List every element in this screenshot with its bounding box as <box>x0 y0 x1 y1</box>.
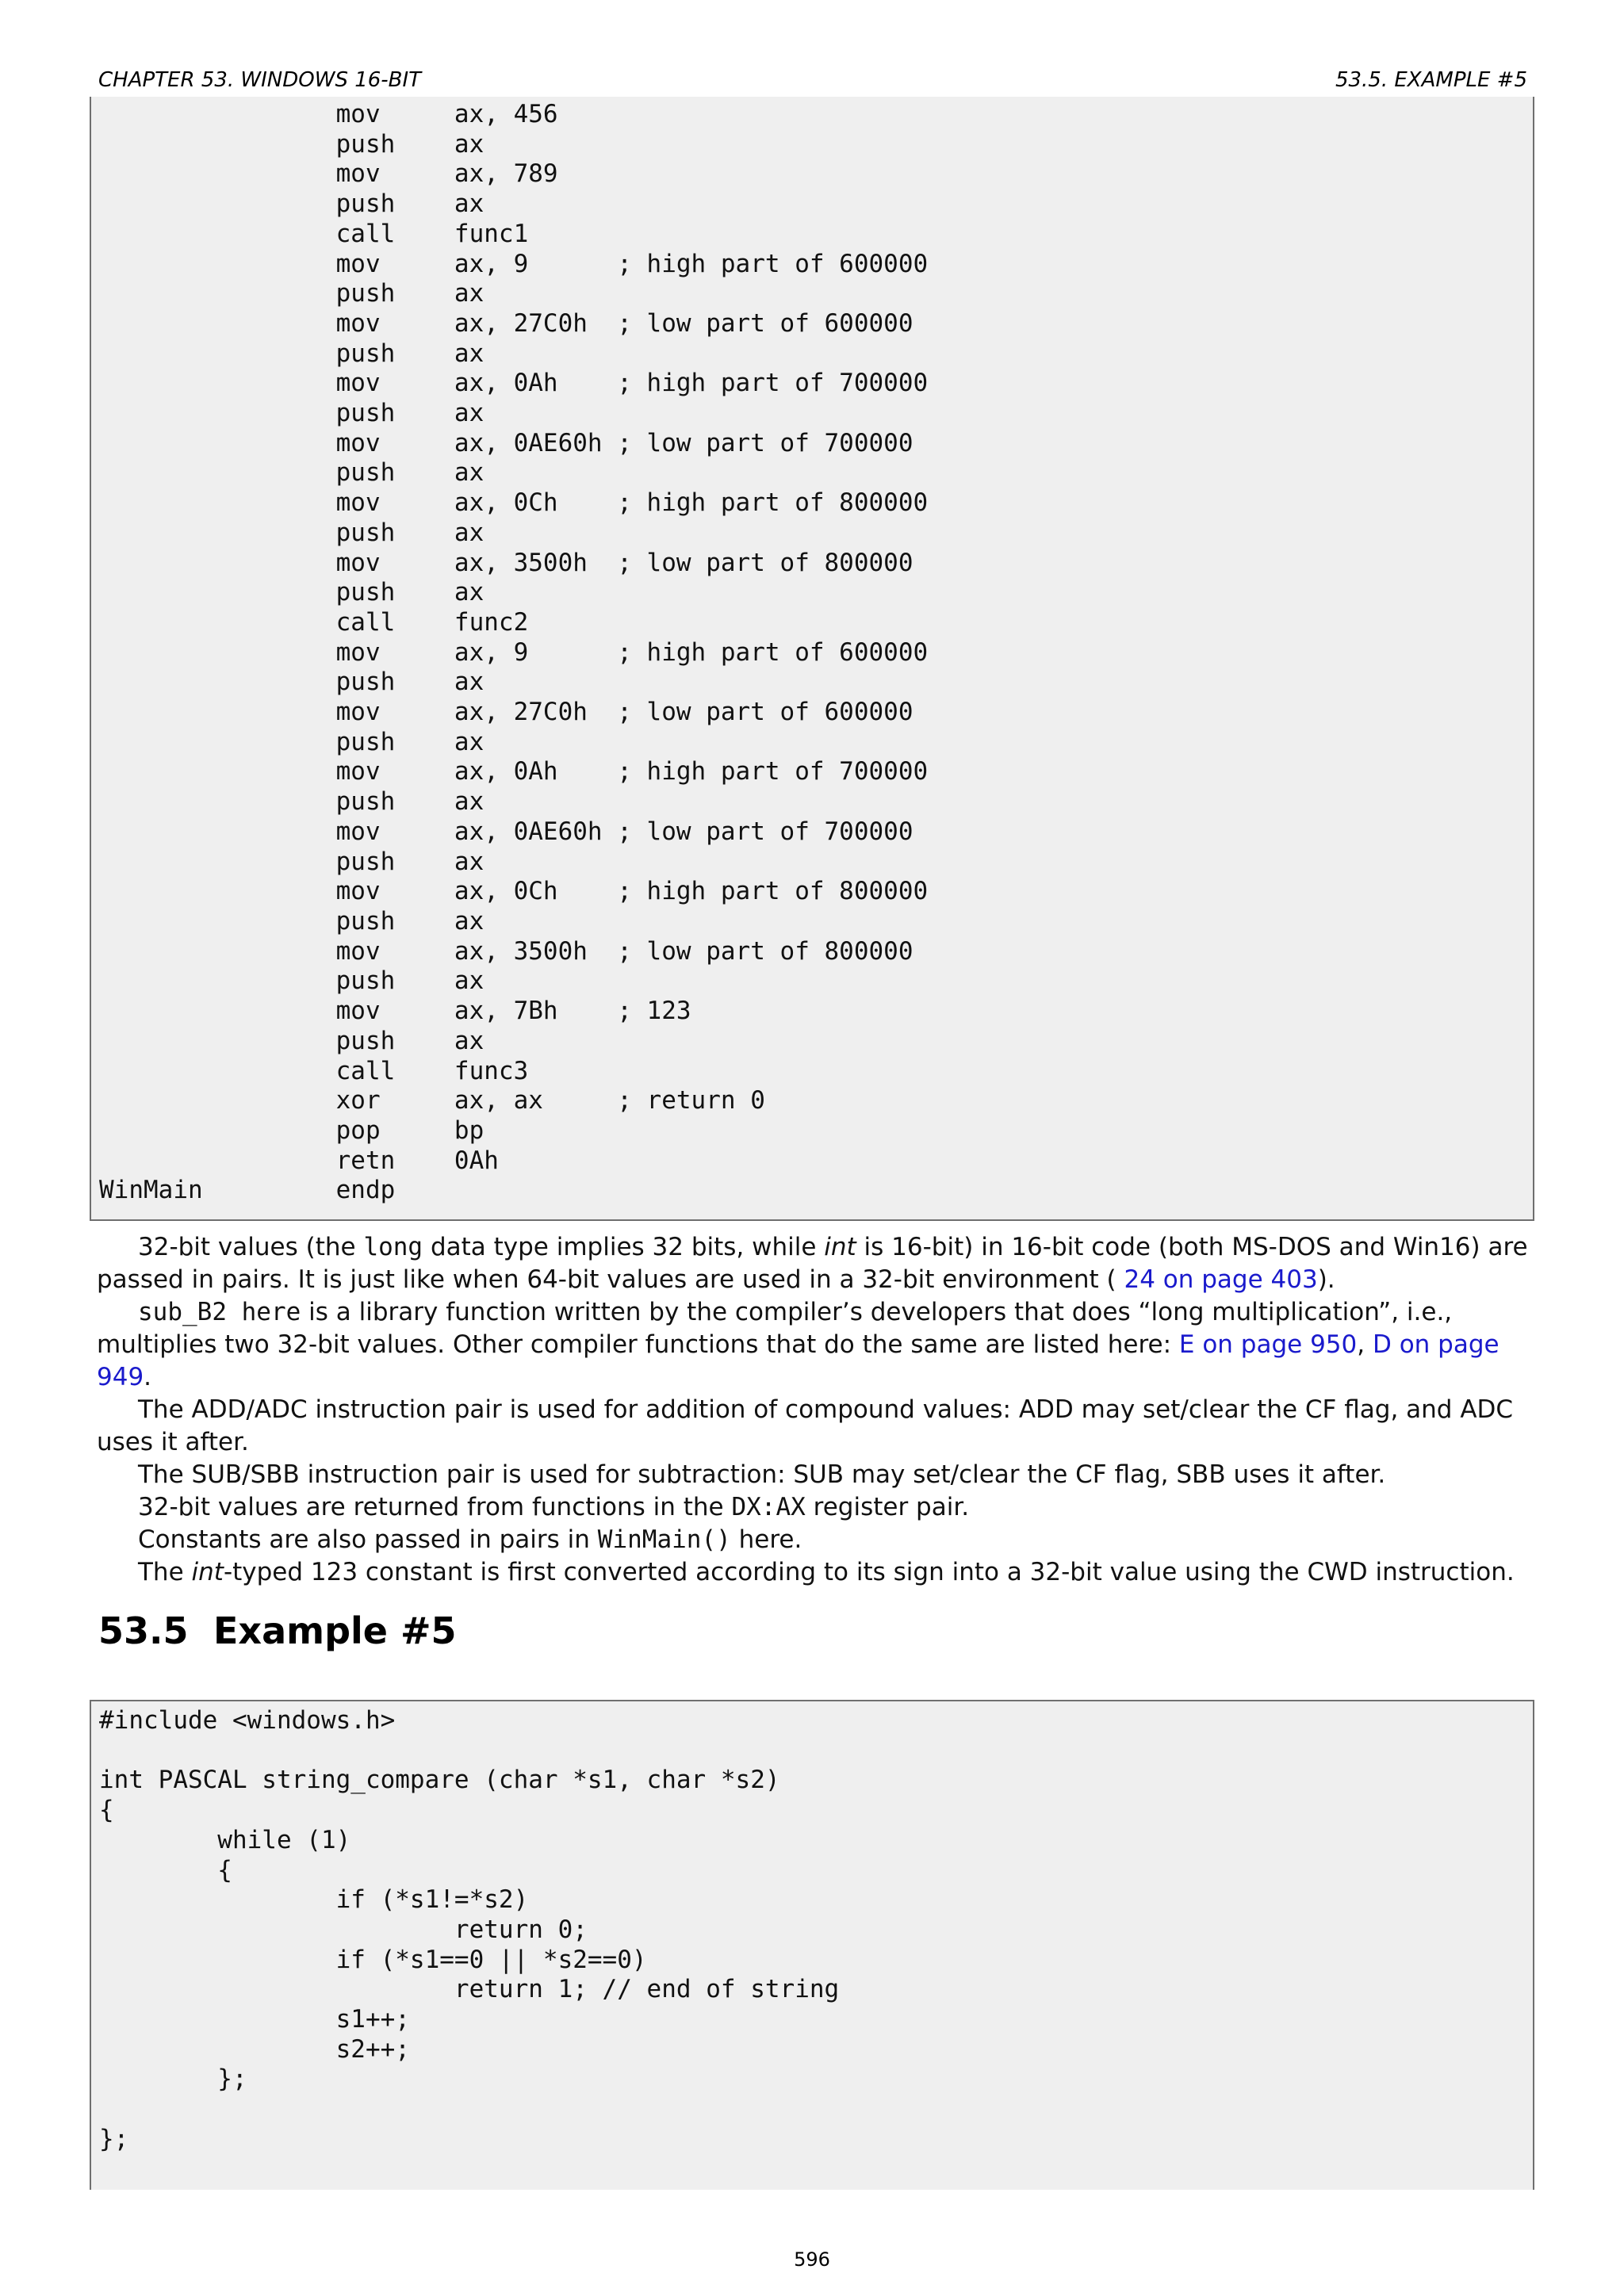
paragraph-long-values <box>97 1231 1530 1296</box>
running-header <box>97 68 1529 98</box>
paragraph-dx-ax <box>97 1491 1530 1524</box>
cross-reference-link-d[interactable]: D on page 949 <box>97 1330 1500 1391</box>
text-run: is a library function written by the compiler’s developers that does “long multiplication”, i.e., multiplies two 32-bit values. Other compiler functions that do the same are listed here: <box>97 1298 1453 1359</box>
emphasis-int: int <box>191 1558 224 1586</box>
text-run: register pair. <box>805 1493 970 1521</box>
paragraph-sub-b2 <box>97 1296 1530 1394</box>
code-term-long: long <box>363 1233 423 1261</box>
code-term-dx-ax: DX:AX <box>731 1493 806 1521</box>
body-text <box>97 1231 1530 1589</box>
section-number: 53.5 <box>98 1609 189 1652</box>
text-run: 32-bit values are returned from functions in the <box>138 1493 732 1521</box>
assembly-code-listing <box>90 97 1534 1221</box>
paragraph-sub-sbb: The SUB/SBB instruction pair is used for subtraction: SUB may set/clear the CF flag, SBB uses it after. <box>138 1460 1386 1489</box>
cross-reference-link-e[interactable]: E on page 950 <box>1178 1330 1358 1359</box>
text-run: Constants are also passed in pairs in <box>138 1525 598 1554</box>
paragraph-winmain <box>97 1524 1530 1556</box>
code-term-sub-b2: sub_B2 here <box>138 1298 301 1326</box>
emphasis-int: int <box>824 1233 856 1261</box>
c-code-listing <box>90 1700 1534 2190</box>
section-title: Example #5 <box>213 1609 457 1652</box>
header-chapter: CHAPTER 53. WINDOWS 16-BIT <box>98 68 422 92</box>
code-term-winmain: WinMain() <box>597 1525 731 1554</box>
c-code-text: #include <windows.h> int PASCAL string_compare (char *s1, char *s2) { while (1) { if (*s1!=*s2) return 0; if (*s1==0 || *s2==0) return 1; // end of string s1++; s2++; }; }; <box>99 1706 840 2153</box>
section-heading <box>98 1609 457 1652</box>
text-run: here. <box>730 1525 802 1554</box>
text-run: ). <box>1317 1265 1335 1294</box>
paragraph-add-adc: The ADD/ADC instruction pair is used for addition of compound values: ADD may set/clear the CF flag, and ADC uses it after. <box>97 1395 1514 1456</box>
text-run: -typed 123 constant is first converted according to its sign into a 32-bit value using the CWD instruction. <box>223 1558 1515 1586</box>
text-run: is 16-bit) in 16-bit code (both MS-DOS and Win16) are passed in pairs. It is just like when 64-bit values are used in a 32-bit environment ( <box>97 1233 1528 1294</box>
assembly-code-text: mov ax, 456 push ax mov ax, 789 push ax call func1 mov ax, 9 ; high part of 600000 push ax mov ax, 27C0h ; low part of 600000 push ax mov ax, 0Ah ; high part of 700000 push ax mov ax, 0AE60h ; low part of 700000 push ax mov ax, 0Ch ; high part of 800000 push ax mov ax, 3500h ; low part of 800000 push ax call func2 mov ax, 9 ; high part of 600000 push ax mov ax, 27C0h ; low part of 600000 push ax mov ax, 0Ah ; high part of 700000 push ax mov ax, 0AE60h ; low part of 700000 push ax mov ax, 0Ch ; high part of 800000 push ax mov ax, 3500h ; low part of 800000 push ax mov ax, 7Bh ; 123 push ax call func3 xor ax, ax ; return 0 pop bp retn 0Ah WinMain endp <box>99 100 929 1205</box>
text-run: data type implies 32 bits, while <box>423 1233 825 1261</box>
text-run: The <box>138 1558 192 1586</box>
cross-reference-link[interactable]: 24 on page 403 <box>1124 1265 1318 1294</box>
text-run: , <box>1357 1330 1373 1359</box>
header-section: 53.5. EXAMPLE #5 <box>1335 68 1527 92</box>
page-number: 596 <box>794 2248 830 2271</box>
text-run: . <box>144 1363 152 1391</box>
paragraph-cwd <box>97 1556 1530 1589</box>
text-run: 32-bit values (the <box>138 1233 364 1261</box>
